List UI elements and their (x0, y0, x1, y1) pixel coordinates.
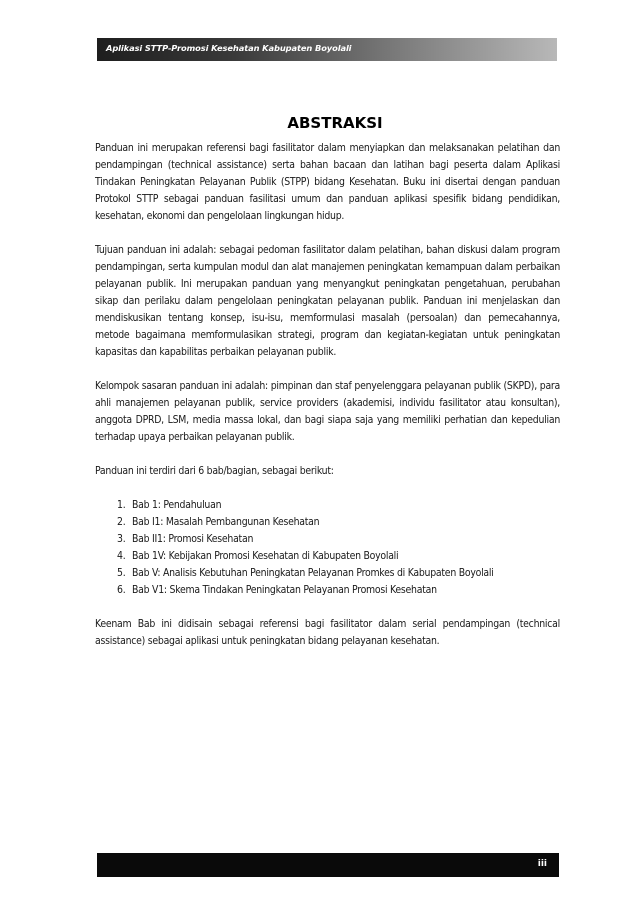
page-number: iii (537, 859, 547, 869)
list-item (117, 582, 560, 599)
list-item-text: Bab 1V: Kebijakan Promosi Kesehatan di Kabupaten Boyolali (132, 550, 399, 562)
paragraph-target-group: Kelompok sasaran panduan ini adalah: pimpinan dan staf penyelenggara pelayanan publik (SKPD), para ahli manajemen pelayanan publik, service providers (akademisi, individu fasilitator atau konsultan), anggota DPRD, LSM, media massa lokal, dan bagi siapa saja yang memiliki perhatian dan kepedulian terhadap upaya perbaikan pelayanan publik. (95, 380, 560, 443)
list-item-text: Bab V: Analisis Kebutuhan Peningkatan Pelayanan Promkes di Kabupaten Boyolali (132, 567, 494, 579)
list-item (117, 565, 560, 582)
paragraph-intro: Panduan ini merupakan referensi bagi fasilitator dalam menyiapkan dan melaksanakan pelatihan dan pendampingan (technical assistance) serta bahan bacaan dan latihan bagi peserta dalam Aplikasi Tindakan Peningkatan Pelayanan Publik (STPP) bidang Kesehatan. Buku ini disertai dengan panduan Protokol STTP sebagai panduan fasilitasi umum dan panduan aplikasi spesifik bidang pendidikan, kesehatan, ekonomi dan pengelolaan lingkungan hidup. (95, 142, 560, 222)
list-item-number: 3. (117, 533, 126, 545)
page-title: ABSTRAKSI (287, 114, 383, 132)
list-item-number: 2. (117, 516, 126, 528)
paragraph-purpose: Tujuan panduan ini adalah: sebagai pedoman fasilitator dalam pelatihan, bahan diskusi dalam program pendampingan, serta kumpulan modul dan alat manajemen peningkatan kemampuan dalam perbaikan pelayanan publik. Ini merupakan panduan yang menyangkut peningkatan pengetahuan, perubahan sikap dan perilaku dalam pengelolaan peningkatan pelayanan publik. Panduan ini menjelaskan dan mendiskusikan tentang konsep, isu-isu, memformulasi masalah (persoalan) dan pemecahannya, metode bagaimana memformulasikan strategi, program dan kegiatan-kegiatan untuk peningkatan kapasitas dan kapabilitas perbaikan pelayanan publik. (95, 244, 560, 358)
chapter-list (95, 497, 560, 599)
header-title: Aplikasi STTP-Promosi Kesehatan Kabupaten Boyolali (106, 43, 352, 53)
list-item (117, 514, 560, 531)
list-item-number: 1. (117, 499, 126, 511)
list-item-text: Bab I1: Masalah Pembangunan Kesehatan (132, 516, 320, 528)
list-item (117, 548, 560, 565)
footer-bar (97, 853, 559, 877)
document-body (95, 140, 560, 667)
list-item-text: Bab II1: Promosi Kesehatan (132, 533, 254, 545)
list-item-number: 6. (117, 584, 126, 596)
list-item (117, 531, 560, 548)
list-item-text: Bab 1: Pendahuluan (132, 499, 222, 511)
list-item-number: 5. (117, 567, 126, 579)
paragraph-closing: Keenam Bab ini didisain sebagai referensi bagi fasilitator dalam serial pendampingan (technical assistance) sebagai aplikasi untuk peningkatan bidang pelayanan kesehatan. (95, 618, 560, 647)
chapter-list-intro: Panduan ini terdiri dari 6 bab/bagian, sebagai berikut: (95, 465, 334, 477)
list-item (117, 497, 560, 514)
header-bar (97, 38, 557, 61)
list-item-text: Bab V1: Skema Tindakan Peningkatan Pelayanan Promosi Kesehatan (132, 584, 437, 596)
list-item-number: 4. (117, 550, 126, 562)
